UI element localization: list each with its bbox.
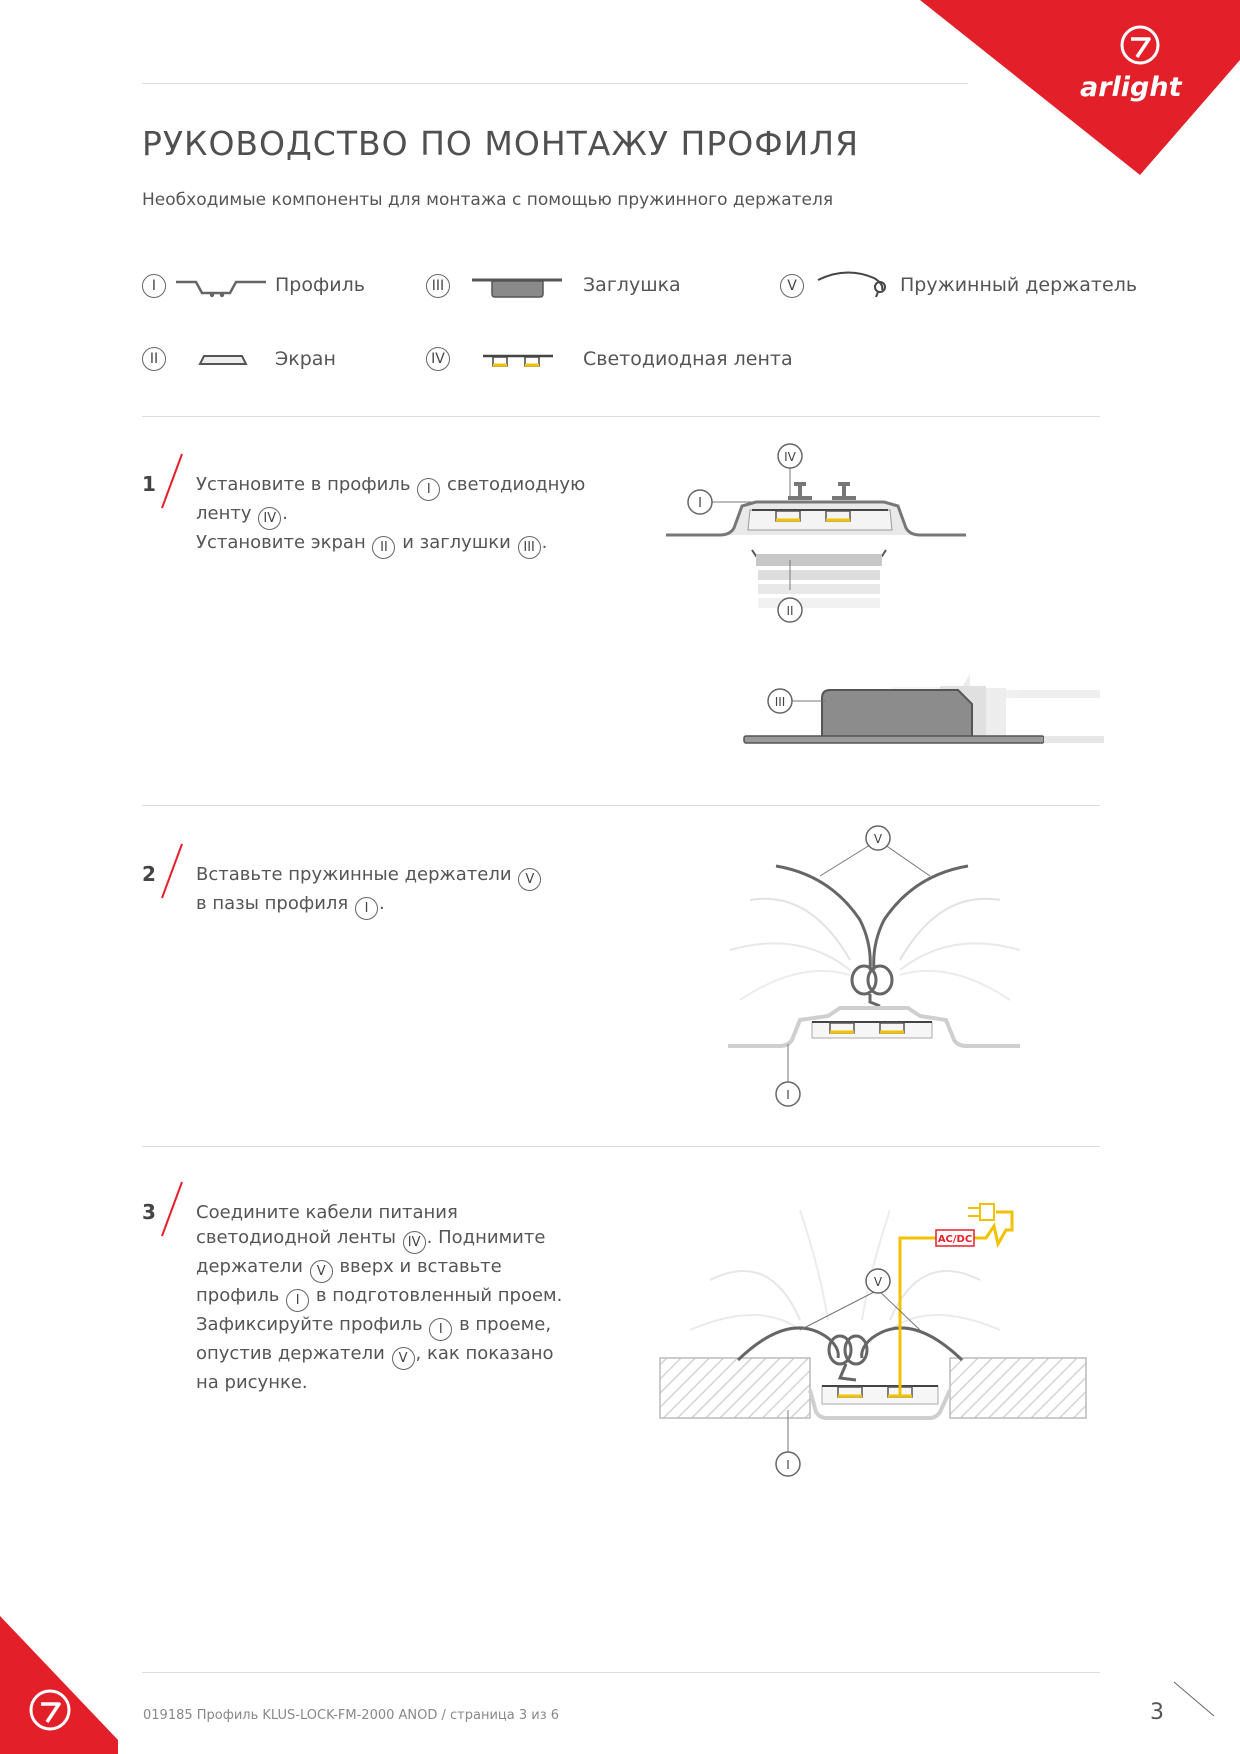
profile-icon <box>174 278 269 300</box>
step-2-text: Вставьте пружинные держатели V в пазы профиля I . <box>196 862 616 920</box>
footer-divider <box>142 1672 1100 1673</box>
svg-text:V: V <box>873 832 883 846</box>
step-number: 2 <box>142 862 156 886</box>
svg-text:IV: IV <box>784 450 796 464</box>
svg-text:I: I <box>786 1088 790 1102</box>
page-corner-line <box>1172 1680 1228 1720</box>
svg-text:III: III <box>774 695 786 709</box>
section-divider <box>142 416 1100 417</box>
screen-icon <box>198 352 248 368</box>
step-1-text: Установите в профиль I светодиодную ленту IV . Установите экран II и заглушки III . <box>196 472 616 559</box>
svg-text:II: II <box>786 604 794 618</box>
step-3-diagram <box>650 1190 1100 1490</box>
component-iv <box>426 347 450 371</box>
spring-holder-icon <box>816 264 892 298</box>
page-title: РУКОВОДСТВО ПО МОНТАЖУ ПРОФИЛЯ <box>142 124 860 163</box>
brand-wordmark: arlight <box>1080 72 1182 103</box>
step-slash <box>158 452 188 512</box>
footer-text: 019185 Профиль KLUS-LOCK-FM-2000 ANOD / страница 3 из 6 <box>143 1708 560 1723</box>
component-i <box>142 274 166 298</box>
page-subtitle: Необходимые компоненты для монтажа с помощью пружинного держателя <box>142 190 834 210</box>
step-number: 3 <box>142 1200 156 1224</box>
component-number: II <box>142 347 166 371</box>
end-cap-diagram <box>740 680 1110 744</box>
brand-corner-bottom <box>0 1610 120 1754</box>
svg-text:I: I <box>786 1458 790 1472</box>
component-number: V <box>780 274 804 298</box>
component-iii <box>426 274 450 298</box>
end-cap-icon <box>470 276 566 300</box>
component-number: III <box>426 274 450 298</box>
component-label: Экран <box>275 348 336 370</box>
brand-corner <box>920 0 1240 180</box>
step-slash <box>158 842 188 902</box>
component-label: Светодиодная лента <box>583 348 793 370</box>
step-2-diagram <box>720 820 1030 1110</box>
step-3-text: Соедините кабели питания светодиодной ленты IV . Поднимите держатели V вверх и вставьте профиль I в подготовленный проем. Зафиксируйте профиль I в проеме, опустив держатели V , как показано на рисунке. <box>196 1202 563 1393</box>
page-number: 3 <box>1150 1700 1164 1725</box>
section-divider <box>142 805 1100 806</box>
component-label: Пружинный держатель <box>900 274 1138 296</box>
component-v <box>780 274 804 298</box>
svg-text:V: V <box>873 1275 883 1289</box>
acdc-label: AC/DC <box>937 1234 973 1245</box>
component-label: Профиль <box>275 274 365 296</box>
component-number: IV <box>426 347 450 371</box>
svg-text:I: I <box>698 496 702 511</box>
component-number: I <box>142 274 166 298</box>
component-ii <box>142 347 166 371</box>
step-number: 1 <box>142 472 156 496</box>
section-divider <box>142 1146 1100 1147</box>
header-divider <box>142 83 968 84</box>
step-slash <box>158 1180 188 1240</box>
led-strip-icon <box>481 352 555 370</box>
component-label: Заглушка <box>583 274 681 296</box>
